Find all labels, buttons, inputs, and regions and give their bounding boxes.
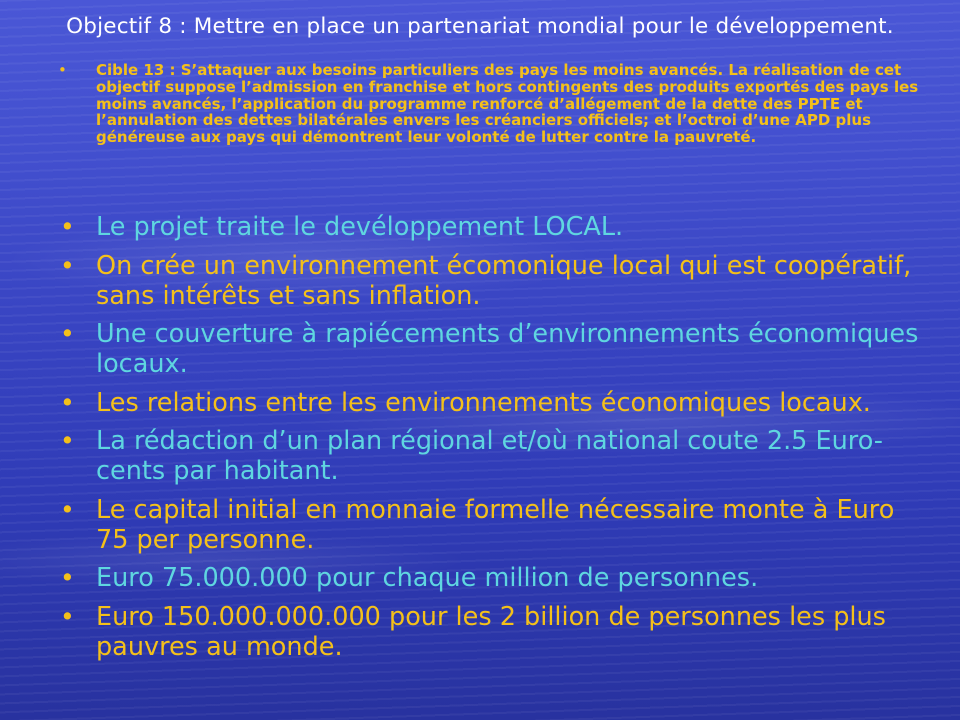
bullet-item [58, 495, 928, 555]
bullet-text: La rédaction d’un plan régional et/où national coute 2.5 Euro-cents par habitant. [96, 426, 883, 486]
bullet-item [58, 251, 928, 311]
bullet-item [58, 563, 928, 593]
bullet-text: Le capital initial en monnaie formelle nécessaire monte à Euro 75 per personne. [96, 494, 895, 555]
bullet-dot-icon: • [60, 212, 75, 241]
slide-title: Objectif 8 : Mettre en place un partenariat mondial pour le développement. [66, 14, 894, 39]
bullet-text: Les relations entre les environnements économiques locaux. [96, 387, 871, 418]
bullet-text: On crée un environnement écomonique local qui est coopératif, sans intérêts et sans inflation. [96, 250, 912, 311]
bullet-item [58, 212, 928, 242]
bullet-item [58, 319, 928, 379]
bullet-dot-icon: • [60, 387, 75, 417]
bullet-dot-icon: • [60, 563, 75, 592]
bullet-list [58, 212, 928, 670]
bullet-item [58, 426, 928, 486]
bullet-text: Euro 75.000.000 pour chaque million de personnes. [96, 563, 759, 593]
target-text: Cible 13 : S’attaquer aux besoins particuliers des pays les moins avancés. La réalisation de cet objectif suppose l’admission en franchise et hors contingents des produits exportés des pays les moins avancés, l’application du programme renforcé d’allégement de la dette des PPTE et l’annulation des dettes bilatérales envers les créanciers officiels; et l’octroi d’une APD plus généreuse aux pays qui démontrent leur volonté de lutter contre la pauvreté. [96, 61, 919, 147]
bullet-item [58, 388, 928, 418]
bullet-text: Le projet traite le devéloppement LOCAL. [96, 212, 624, 242]
bullet-dot-icon: • [60, 601, 75, 631]
bullet-dot-icon: • [60, 494, 75, 524]
bullet-item [58, 602, 928, 662]
bullet-text: Une couverture à rapiécements d’environnements économiques locaux. [96, 319, 919, 379]
bullet-dot-icon: • [60, 319, 75, 348]
bullet-dot-icon: • [58, 61, 67, 79]
bullet-dot-icon: • [60, 426, 75, 455]
bullet-dot-icon: • [60, 250, 75, 280]
bullet-text: Euro 150.000.000.000 pour les 2 billion de personnes les plus pauvres au monde. [96, 601, 886, 662]
